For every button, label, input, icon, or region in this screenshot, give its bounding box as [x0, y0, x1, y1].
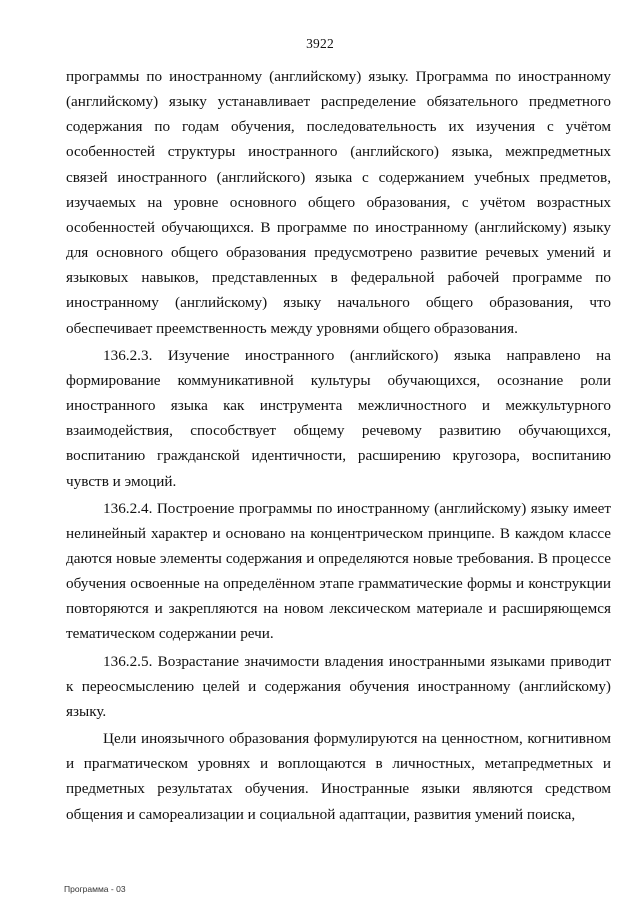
paragraph-136-2-4: 136.2.4. Построение программы по иностранному (английскому) языку имеет нелинейный характер и основано на концентрическом принципе. В каждом классе даются новые элементы содержания и определяются новые требования. В процессе обучения освоенные на определённом этапе грамматические формы и конструкции повторяются и закрепляются на новом лексическом материале и расширяющемся тематическом содержании речи.: [66, 499, 611, 643]
paragraph-136-2-5: 136.2.5. Возрастание значимости владения иностранными языками приводит к переосмыслению целей и содержания обучения иностранному (английскому) языку.: [66, 652, 611, 720]
document-body: [66, 64, 611, 827]
page-number: 3922: [306, 36, 334, 51]
paragraph-continuation: программы по иностранному (английскому) языку. Программа по иностранному (английскому) языку устанавливает распределение обязательного предметного содержания по годам обучения, последовательность их изучения с учётом особенностей структуры иностранного (английского) языка, межпредметных связей иностранного (английского) языка с содержанием учебных предметов, изучаемых на уровне основного общего образования, с учётом возрастных особенностей обучающихся. В программе по иностранному (английскому) языку для основного общего образования предусмотрено развитие речевых умений и языковых навыков, представленных в федеральной рабочей программе по иностранному (английскому) языку начального общего образования, что обеспечивает преемственность между уровнями общего образования.: [66, 68, 611, 337]
footer-label: Программа - 03: [64, 884, 126, 894]
paragraph-goals: Цели иноязычного образования формулируются на ценностном, когнитивном и прагматическом уровнях и воплощаются в личностных, метапредметных и предметных результатах обучения. Иностранные языки являются средством общения и самореализации и социальной адаптации, развития умений поиска,: [66, 730, 611, 823]
paragraph-136-2-3: 136.2.3. Изучение иностранного (английского) языка направлено на формирование коммуникативной культуры обучающихся, осознание роли иностранного языка как инструмента межличностного и межкультурного взаимодействия, способствует общему речевому развитию обучающихся, воспитанию гражданской идентичности, расширению кругозора, воспитанию чувств и эмоций.: [66, 346, 611, 490]
